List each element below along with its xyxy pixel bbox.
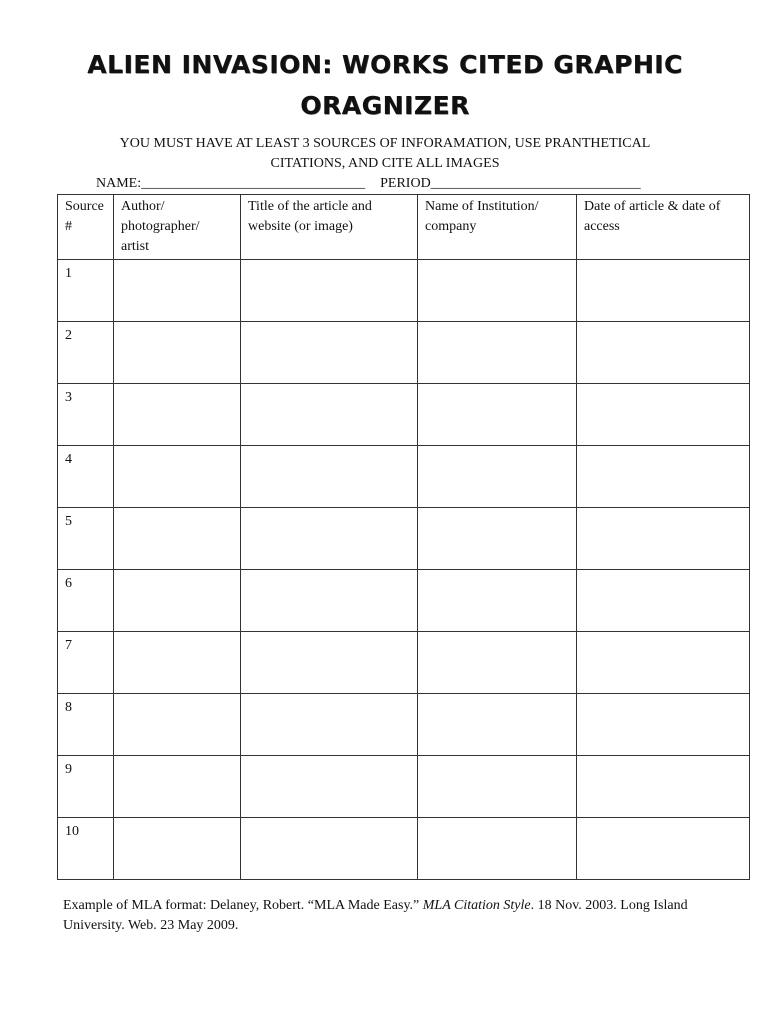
title-cell[interactable]	[241, 508, 418, 570]
institution-cell[interactable]	[418, 508, 577, 570]
header-line: Author/	[121, 199, 165, 214]
title-cell[interactable]	[241, 694, 418, 756]
table-row	[58, 322, 750, 384]
header-line: Name of Institution/	[425, 199, 539, 214]
institution-cell[interactable]	[418, 756, 577, 818]
table-header-row	[58, 195, 750, 260]
institution-cell[interactable]	[418, 570, 577, 632]
institution-cell[interactable]	[418, 632, 577, 694]
author-cell[interactable]	[114, 446, 241, 508]
institution-cell[interactable]	[418, 818, 577, 880]
title-cell[interactable]	[241, 756, 418, 818]
table-row	[58, 694, 750, 756]
source-number-cell: 8	[58, 694, 114, 756]
header-title	[241, 195, 418, 260]
title-cell[interactable]	[241, 384, 418, 446]
author-cell[interactable]	[114, 632, 241, 694]
works-cited-table	[57, 194, 750, 880]
source-number-cell: 4	[58, 446, 114, 508]
header-line: photographer/	[121, 219, 200, 234]
author-cell[interactable]	[114, 322, 241, 384]
institution-cell[interactable]	[418, 322, 577, 384]
institution-cell[interactable]	[418, 384, 577, 446]
date-cell[interactable]	[577, 694, 750, 756]
date-cell[interactable]	[577, 756, 750, 818]
date-cell[interactable]	[577, 508, 750, 570]
date-cell[interactable]	[577, 570, 750, 632]
table-row	[58, 632, 750, 694]
mla-example	[63, 896, 723, 936]
source-number-cell: 9	[58, 756, 114, 818]
instructions-line-1: YOU MUST HAVE AT LEAST 3 SOURCES OF INFORAMATION, USE PRANTHETICAL	[119, 136, 651, 151]
source-number-cell: 2	[58, 322, 114, 384]
header-line: Date of article & date of	[584, 199, 721, 214]
institution-cell[interactable]	[418, 260, 577, 322]
title-cell[interactable]	[241, 446, 418, 508]
source-number-cell: 7	[58, 632, 114, 694]
table-row	[58, 260, 750, 322]
date-cell[interactable]	[577, 322, 750, 384]
author-cell[interactable]	[114, 508, 241, 570]
author-cell[interactable]	[114, 818, 241, 880]
table-row	[58, 508, 750, 570]
institution-cell[interactable]	[418, 446, 577, 508]
source-number-cell: 6	[58, 570, 114, 632]
date-cell[interactable]	[577, 818, 750, 880]
header-line: artist	[121, 239, 149, 254]
header-line: company	[425, 219, 477, 234]
example-italic-title: MLA Citation Style	[422, 898, 531, 913]
header-line: Source	[65, 199, 104, 214]
date-cell[interactable]	[577, 446, 750, 508]
author-cell[interactable]	[114, 570, 241, 632]
header-line: access	[584, 219, 620, 234]
date-cell[interactable]	[577, 632, 750, 694]
example-suffix: . 18 Nov. 2003. Long Island University. Web. 23 May 2009.	[63, 898, 688, 933]
header-line: #	[65, 219, 72, 234]
table-row	[58, 446, 750, 508]
period-field[interactable]: PERIOD______________________________	[380, 176, 641, 191]
date-cell[interactable]	[577, 260, 750, 322]
header-date	[577, 195, 750, 260]
instructions-line-2: CITATIONS, AND CITE ALL IMAGES	[270, 156, 500, 171]
table-row	[58, 756, 750, 818]
title-cell[interactable]	[241, 322, 418, 384]
page-title-line-2: ORAGNIZER	[300, 91, 470, 120]
author-cell[interactable]	[114, 260, 241, 322]
example-prefix: Example of MLA format: Delaney, Robert. “MLA Made Easy.”	[63, 898, 423, 913]
table-row	[58, 384, 750, 446]
author-cell[interactable]	[114, 384, 241, 446]
author-cell[interactable]	[114, 756, 241, 818]
header-author	[114, 195, 241, 260]
title-cell[interactable]	[241, 570, 418, 632]
source-number-cell: 10	[58, 818, 114, 880]
title-cell[interactable]	[241, 260, 418, 322]
table-row	[58, 570, 750, 632]
header-line: website (or image)	[248, 219, 353, 234]
title-cell[interactable]	[241, 818, 418, 880]
header-line: Title of the article and	[248, 199, 372, 214]
table-row	[58, 818, 750, 880]
author-cell[interactable]	[114, 694, 241, 756]
name-field[interactable]: NAME:________________________________	[96, 176, 366, 191]
source-number-cell: 1	[58, 260, 114, 322]
title-cell[interactable]	[241, 632, 418, 694]
institution-cell[interactable]	[418, 694, 577, 756]
header-institution	[418, 195, 577, 260]
header-source-number	[58, 195, 114, 260]
source-number-cell: 5	[58, 508, 114, 570]
date-cell[interactable]	[577, 384, 750, 446]
page-title-line-1: ALIEN INVASION: WORKS CITED GRAPHIC	[87, 50, 683, 79]
name-period-line	[96, 174, 641, 194]
source-number-cell: 3	[58, 384, 114, 446]
